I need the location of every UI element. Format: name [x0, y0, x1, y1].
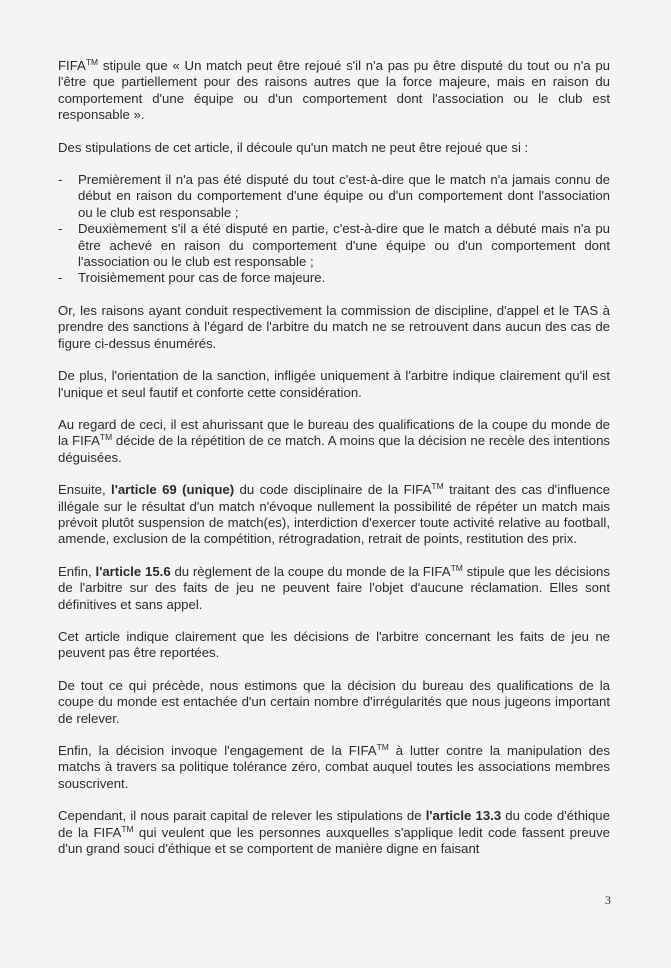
paragraph-2: Des stipulations de cet article, il découle qu'un match ne peut être rejoué que si : [58, 139, 529, 155]
trademark-sup: TM [85, 57, 99, 67]
paragraph-10: Enfin, la décision invoque l'engagement de la FIFA™ à lutter contre la manipulation des matchs à travers sa politique tolérance zéro, combat auquel toutes les associations membres souscrivent. [58, 742, 611, 791]
dash-bullet: - [58, 221, 63, 237]
body-text [58, 58, 610, 873]
trademark-sup: TM [376, 742, 389, 752]
paragraph-6: Ensuite, l'article 69 (unique) du code disciplinaire de la FIFA™ traitant des cas d'influence illégale sur le résultat d'un match n'évoque nullement la possibilité de répéter un match mais prévoit plutôt suspension de match(es), interdiction d'exercer toute activité relative au football, amende, exclusion de la compétition, rétrogradation, retrait de points, restitution des prix. [58, 481, 610, 547]
paragraph-8: Cet article indique clairement que les décisions de l'arbitre concernant les faits de jeu ne peuvent pas être reportées. [58, 628, 610, 661]
trademark-sup: TM [121, 823, 134, 834]
paragraph-9: De tout ce qui précède, nous estimons que la décision du bureau des qualifications de la coupe du monde est entachée d'un certain nombre d'irrégularités que nous jugeons important de relever. [58, 677, 610, 726]
list-item: - Premièrement il n'a pas été disputé du tout c'est-à-dire que le match n'a jamais connu de début en raison du comportement d'une équipe ou d'un comportement dont l'association ou le club est responsable ; [58, 172, 610, 220]
paragraph-4: De plus, l'orientation de la sanction, infligée uniquement à l'arbitre indique clairement qu'il est l'unique et seul fautif et conforte cette considération. [58, 368, 610, 400]
trademark-sup: TM [450, 562, 463, 573]
article-reference: l'article 69 (unique) [111, 482, 235, 498]
dash-bullet: - [58, 172, 63, 188]
paragraph-11: Cependant, il nous parait capital de relever les stipulations de l'article 13.3 du code d'éthique de la FIFA™ qui veulent que les personnes auxquelles s'applique ledit code fassent preuve d'un grand souci d'éthique et se comportent de manière digne en faisant [58, 808, 611, 857]
paragraph-3: Or, les raisons ayant conduit respectivement la commission de discipline, d'appel et le TAS à prendre des sanctions à l'égard de l'arbitre du match ne se retrouvent dans aucun des cas de figure ci-dessus énumérés. [58, 302, 610, 351]
conditions-list [58, 172, 610, 287]
article-reference: l'article 13.3 [425, 808, 502, 824]
dash-bullet: - [58, 270, 63, 286]
list-item: - Troisièmement pour cas de force majeure. [58, 270, 326, 286]
article-reference: l'article 15.6 [95, 563, 171, 579]
paragraph-7: Enfin, l'article 15.6 du règlement de la coupe du monde de la FIFA™ stipule que les décisions de l'arbitre sur des faits de jeu ne peuvent faire l'objet d'aucune réclamation. Elles sont définitives et sans appel. [58, 562, 610, 612]
paragraph-5: Au regard de ceci, il est ahurissant que le bureau des qualifications de la coupe du monde de la FIFA™ décide de la répétition de ce match. A moins que la décision ne recèle des intentions déguisées. [58, 416, 610, 465]
page-number: 3 [605, 893, 611, 907]
list-item: - Deuxièmement s'il a été disputé en partie, c'est-à-dire que le match a débuté mais n'a pu être achevé en raison du comportement d'une équipe ou d'un comportement dont l'association ou le club est responsable ; [58, 221, 610, 270]
trademark-sup: TM [431, 481, 444, 492]
trademark-sup: TM [99, 432, 113, 443]
paragraph-1: FIFA™ stipule que « Un match peut être rejoué s'il n'a pas pu être disputé du tout ou n'a pu l'être que partiellement pour des raisons autres que la force majeure, mais en raison du comportement d'une équipe ou d'un comportement dont l'association ou le club est responsable ». [58, 57, 610, 123]
